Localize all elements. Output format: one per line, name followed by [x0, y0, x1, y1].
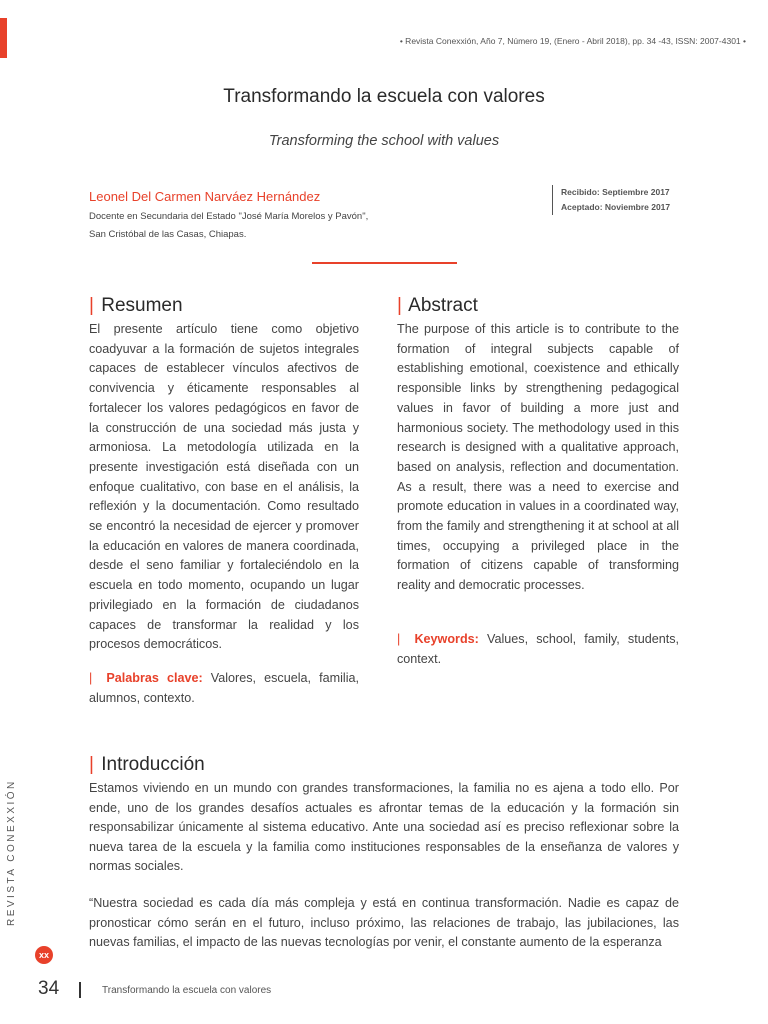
page-number: 34: [38, 978, 60, 999]
received-date: Recibido: Septiembre 2017: [561, 187, 670, 197]
keywords-pipe: |: [89, 671, 93, 685]
intro-paragraph-1: Estamos viviendo en un mundo con grandes transformaciones, la familia no es ajena a todo ello. Por ende, uno de los grandes desafíos actuales es afrontar temas de la educación y la formación sin responsabilizar únicamente al sistema educativo. Ante una sociedad así es preciso reflexionar sobre la nueva tarea de la escuela y la familia como instituciones responsables de la enseñanza de valores y normas sociales.: [89, 781, 679, 873]
heading-pipe: |: [89, 295, 94, 316]
keywords-label: Keywords:: [414, 632, 479, 646]
resumen-keywords: [89, 669, 359, 708]
resumen-heading-text: Resumen: [101, 295, 183, 316]
accent-bar: [0, 18, 7, 58]
dates-block: [552, 185, 670, 215]
intro-paragraph-2: “Nuestra sociedad es cada día más compleja y está en continua transformación. Nadie es capaz de pronosticar cómo serán en el futuro, incluso próximo, las relaciones de trabajo, las jubilaciones, las nuevas familias, el impacto de las nuevas tecnologías por venir, el constante aumento de la esperanza: [89, 896, 679, 949]
journal-logo-icon: xx: [35, 946, 53, 964]
author-name: Leonel Del Carmen Narváez Hernández: [89, 189, 321, 204]
heading-pipe: |: [89, 754, 94, 775]
divider: [312, 262, 457, 264]
keywords-pipe: |: [397, 632, 401, 646]
author-affiliation: [89, 208, 409, 244]
abstract-keywords: [397, 630, 679, 669]
footer-divider: [79, 982, 81, 998]
journal-vertical-label: REVISTA CONEXXIÓN: [6, 779, 17, 926]
article-subtitle: Transforming the school with values: [268, 133, 500, 149]
resumen-heading: [89, 295, 183, 317]
intro-heading: [89, 754, 205, 776]
resumen-body: El presente artículo tiene como objetivo coadyuvar a la formación de sujetos integrales capaces de establecer vínculos afectivos de convivencia y éticamente responsables al fortalecer los valores pedagógicos en favor de la construcción de una sociedad más justa y armoniosa. La metodología utilizada en la presente investigación está diseñada con un enfoque cualitativo, con base en el análisis, la reflexión y la documentación. Como resultado se encontró la necesidad de ejercer y promover la educación en valores de manera coordinada, desde el seno familiar y fortaleciéndolo en la escuela en todo momento, ocupando un lugar privilegiado en la formación de ciudadanos capaces de transformar la realidad y los procesos democráticos.: [89, 322, 359, 652]
abstract-body: The purpose of this article is to contribute to the formation of integral subjects capable of establishing emotional, coexistence and ethically responsible links by strengthening pedagogical values in favor of building a more just and harmonious society. The methodology used in this research is designed with a qualitative approach, based on analysis, reflection and documentation. As a result, there was a need to exercise and promote education in values in a coordinated way, from the family and strengthening it at school at all times, occupying a privileged place in the formation of citizens capable of transforming reality and democratic processes.: [397, 322, 679, 593]
heading-pipe: |: [397, 295, 402, 316]
abstract-heading: [397, 295, 478, 317]
abstract-heading-text: Abstract: [408, 295, 478, 316]
keywords-text: Valores, escuela, familia, alumnos, contexto.: [89, 671, 360, 705]
journal-meta: • Revista Conexxión, Año 7, Número 19, (Enero - Abril 2018), pp. 34 -43, ISSN: 2007-4301 •: [399, 36, 746, 46]
keywords-text: Values, school, family, students, context.: [397, 632, 680, 666]
article-title: Transformando la escuela con valores: [223, 86, 545, 107]
accepted-date: Aceptado: Noviembre 2017: [561, 202, 671, 212]
affiliation-line: Docente en Secundaria del Estado "José María Morelos y Pavón",: [89, 211, 369, 222]
intro-heading-text: Introducción: [101, 754, 205, 775]
running-title: Transformando la escuela con valores: [102, 985, 272, 996]
affiliation-line: San Cristóbal de las Casas, Chiapas.: [89, 229, 247, 240]
keywords-label: Palabras clave:: [106, 671, 203, 685]
